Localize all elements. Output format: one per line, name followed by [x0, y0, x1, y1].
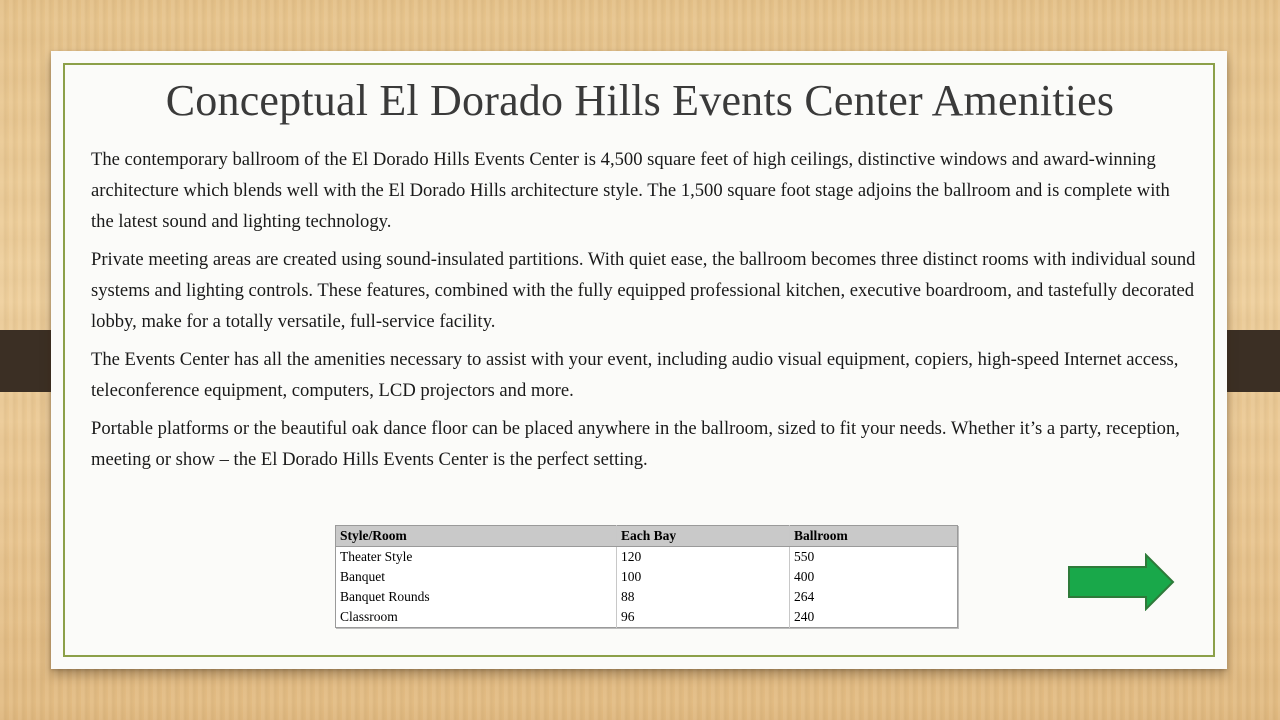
cell-each-bay: 100 — [617, 567, 790, 587]
cell-style: Banquet — [336, 567, 617, 587]
header-style-room: Style/Room — [336, 526, 617, 547]
cell-ballroom: 400 — [794, 569, 815, 584]
paragraph-amenities: The Events Center has all the amenities necessary to assist with your event, including audio visual equipment, copiers, high-speed Internet access, teleconference equipment, computers, LCD projectors and more. — [91, 349, 1179, 401]
paragraph-meeting-areas: Private meeting areas are created using sound-insulated partitions. With quiet ease, the ballroom becomes three distinct rooms with individual sound systems and lighting controls. These features, combined with the fully equipped professional kitchen, executive boardroom, and tastefully decorated lobby, make for a totally versatile, full-service facility. — [91, 249, 1196, 332]
slide-title: Conceptual El Dorado Hills Events Center Amenities — [165, 76, 1115, 125]
cell-ballroom: 550 — [794, 549, 815, 564]
header-each-bay: Each Bay — [617, 526, 790, 547]
cell-style: Classroom — [336, 607, 617, 628]
next-slide-button[interactable] — [1066, 553, 1176, 611]
cell-ballroom: 264 — [794, 589, 815, 604]
table-header-row — [336, 526, 958, 547]
capacity-table — [335, 525, 958, 628]
table-row — [336, 607, 958, 628]
cell-ballroom: 240 — [794, 609, 815, 624]
slide-body — [91, 144, 1196, 482]
right-arrow-icon[interactable] — [1069, 555, 1173, 609]
cell-each-bay: 120 — [617, 547, 790, 568]
cell-each-bay: 96 — [617, 607, 790, 628]
paragraph-dance-floor: Portable platforms or the beautiful oak dance floor can be placed anywhere in the ballroom, sized to fit your needs. Whether it’s a party, reception, meeting or show – the El Dorado Hills Events Center is the perfect setting. — [91, 418, 1180, 470]
cell-style: Banquet Rounds — [336, 587, 617, 607]
cell-each-bay: 88 — [617, 587, 790, 607]
table-row — [336, 567, 958, 587]
paragraph-ballroom: The contemporary ballroom of the El Dorado Hills Events Center is 4,500 square feet of high ceilings, distinctive windows and award-winning architecture which blends well with the El Dorado Hills architecture style. The 1,500 square foot stage adjoins the ballroom and is complete with the latest sound and lighting technology. — [91, 149, 1170, 232]
table-row — [336, 587, 958, 607]
header-ballroom: Ballroom — [790, 526, 958, 547]
cell-style: Theater Style — [336, 547, 617, 568]
table-row — [336, 547, 958, 568]
